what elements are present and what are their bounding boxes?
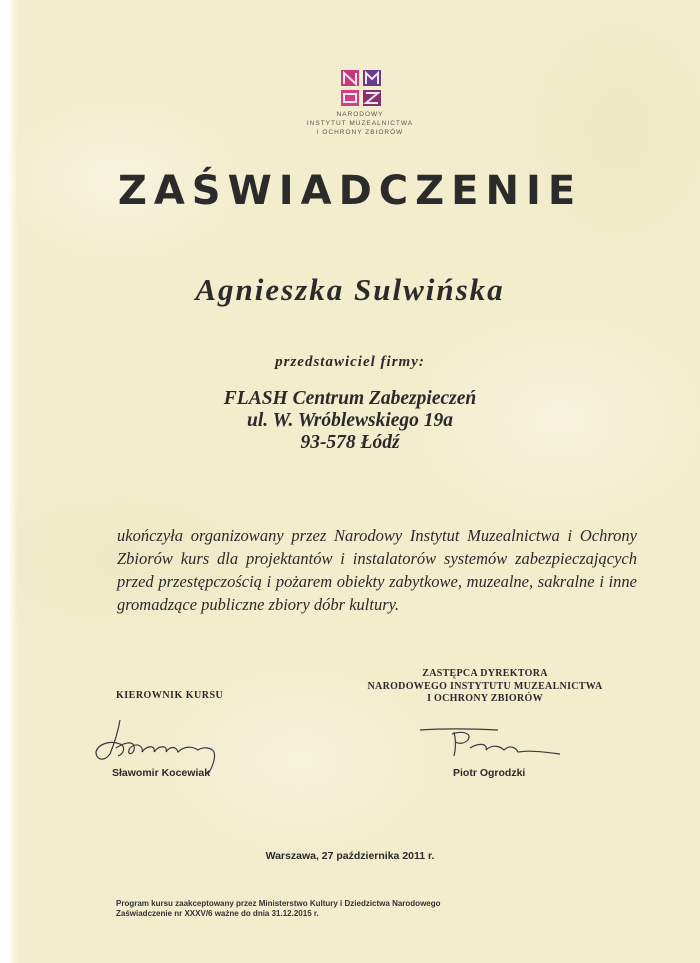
institution-line: NARODOWY [336, 111, 384, 118]
left-signatory-title: KIEROWNIK KURSU [116, 690, 224, 701]
footer-line: Program kursu zaakceptowany przez Ministerstwo Kultury i Dziedzictwa Narodowego [116, 899, 441, 908]
right-title-line: ZASTĘPCA DYREKTORA [422, 668, 548, 679]
certificate-body: ukończyła organizowany przez Narodowy Instytut Muzealnictwa i Ochrony Zbiorów kurs dla projektantów i instalatorów systemów zabezpieczających przed przestępczością i pożarem obiekty zabytkowe, muzealne, sakralne i inne gromadzące publiczne zbiory dóbr kultury. [117, 526, 637, 614]
left-signatory-name: Sławomir Kocewiak [112, 767, 211, 779]
representative-label: przedstawiciel firmy: [275, 354, 425, 370]
company-city: 93-578 Łódź [300, 432, 400, 453]
institution-name [280, 110, 440, 137]
nimoz-logo-icon [339, 68, 383, 108]
company-name: FLASH Centrum Zabezpieczeń [223, 388, 477, 409]
right-title-line: I OCHRONY ZBIORÓW [427, 693, 543, 704]
issue-date: Warszawa, 27 października 2011 r. [265, 850, 435, 862]
company-street: ul. W. Wróblewskiego 19a [246, 410, 454, 431]
certificate-title: ZAŚWIADCZENIE [117, 168, 583, 214]
right-signature [418, 722, 568, 762]
recipient-name: Agnieszka Sulwińska [195, 272, 505, 307]
scan-edge [0, 0, 18, 963]
institution-line: INSTYTUT MUZEALNICTWA [306, 120, 414, 127]
right-signatory-name: Piotr Ogrodzki [453, 767, 526, 779]
footer-line: Zaświadczenie nr XXXV/6 ważne do dnia 31.12.2015 r. [116, 909, 319, 918]
company-block [0, 388, 700, 454]
institution-line: I OCHRONY ZBIORÓW [316, 129, 404, 136]
footer-note [116, 899, 536, 919]
right-title-line: NARODOWEGO INSTYTUTU MUZEALNICTWA [367, 680, 603, 692]
right-signatory-title [355, 668, 615, 706]
